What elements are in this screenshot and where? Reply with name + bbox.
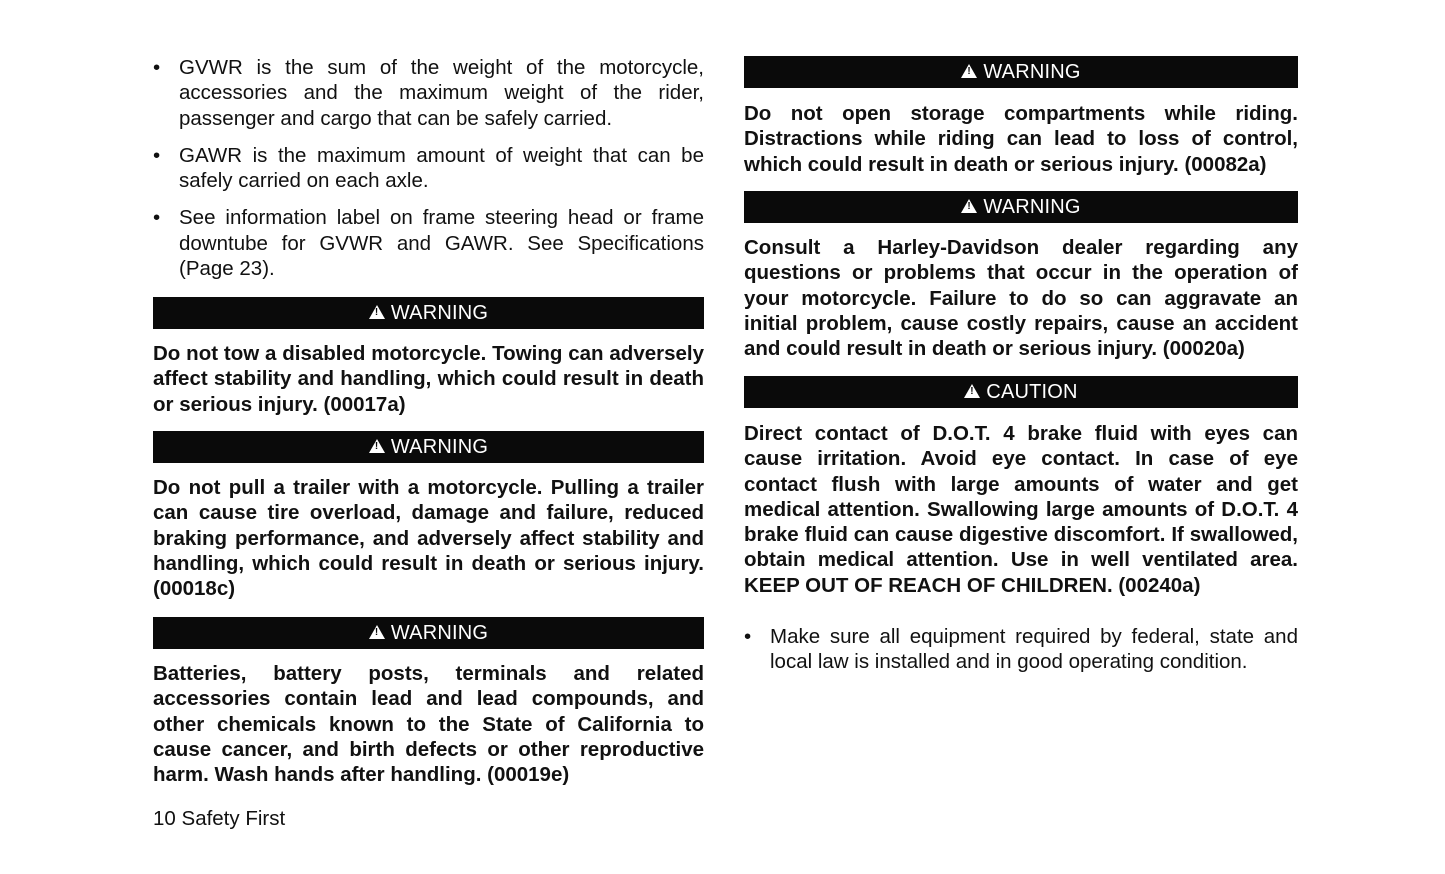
warning-message: Do not tow a disabled motorcycle. Towing can adversely affect stability and handling, which could result in death or serious injury. (00017a) [153,342,704,416]
warning-triangle-icon [961,64,977,78]
bullet-icon: • [744,625,752,648]
warning-banner: ! WARNING [153,617,704,649]
warning-banner: ! WARNING [153,431,704,463]
warning-banner: ! WARNING [744,56,1298,88]
caution-triangle-icon [964,384,980,398]
list-item: • GVWR is the sum of the weight of the motorcycle, accessories and the maximum weight of the rider, passenger and cargo that can be safely carried. [153,56,704,130]
warning-message: Batteries, battery posts, terminals and related accessories contain lead and lead compounds, and other chemicals known to the State of California to cause cancer, and birth defects or other reproductive harm. Wash hands after handling. (00019e) [153,662,704,787]
warning-banner: ! WARNING [744,191,1298,223]
page-footer [153,806,285,831]
page-number: 10 [153,807,176,830]
warning-message: Do not pull a trailer with a motorcycle. Pulling a trailer can cause tire overload, damage and failure, reduced braking performance, and adversely affect stability and handling, which could result in death or serious injury. (00018c) [153,476,704,601]
section-title: Safety First [181,807,286,830]
caution-banner: ! CAUTION [744,376,1298,408]
warning-message: Consult a Harley-Davidson dealer regarding any questions or problems that occur in the operation of your motorcycle. Failure to do so can aggravate an initial problem, cause costly repairs, cause an accident and could result in death or serious injury. (00020a) [744,236,1298,361]
list-item: • Make sure all equipment required by federal, state and local law is installed and in good operating condition. [744,625,1298,674]
bullet-list [153,55,704,293]
warning-triangle-icon [961,199,977,213]
bullet-icon: • [153,206,161,230]
warning-banner: ! WARNING [153,297,704,329]
warning-triangle-icon [369,305,385,319]
warning-triangle-icon [369,625,385,639]
list-item: • GAWR is the maximum amount of weight that can be safely carried on each axle. [153,143,704,193]
bullet-list [744,624,1298,687]
caution-message: Direct contact of D.O.T. 4 brake fluid with eyes can cause irritation. Avoid eye contact. In case of eye contact flush with large amounts of water and get medical attention. Swallowing large amounts of D.O.T. 4 brake fluid can cause digestive discomfort. If swallowed, obtain medical attention. Use in well ventilated area. KEEP OUT OF REACH OF CHILDREN. (00240a) [744,422,1298,597]
bullet-icon: • [153,56,161,79]
bullet-icon: • [153,143,161,167]
list-item: • See information label on frame steering head or frame downtube for GVWR and GAWR. See Specifications (Page 23). [153,206,704,281]
warning-message: Do not open storage compartments while riding. Distractions while riding can lead to loss of control, which could result in death or serious injury. (00082a) [744,102,1298,176]
warning-triangle-icon [369,439,385,453]
